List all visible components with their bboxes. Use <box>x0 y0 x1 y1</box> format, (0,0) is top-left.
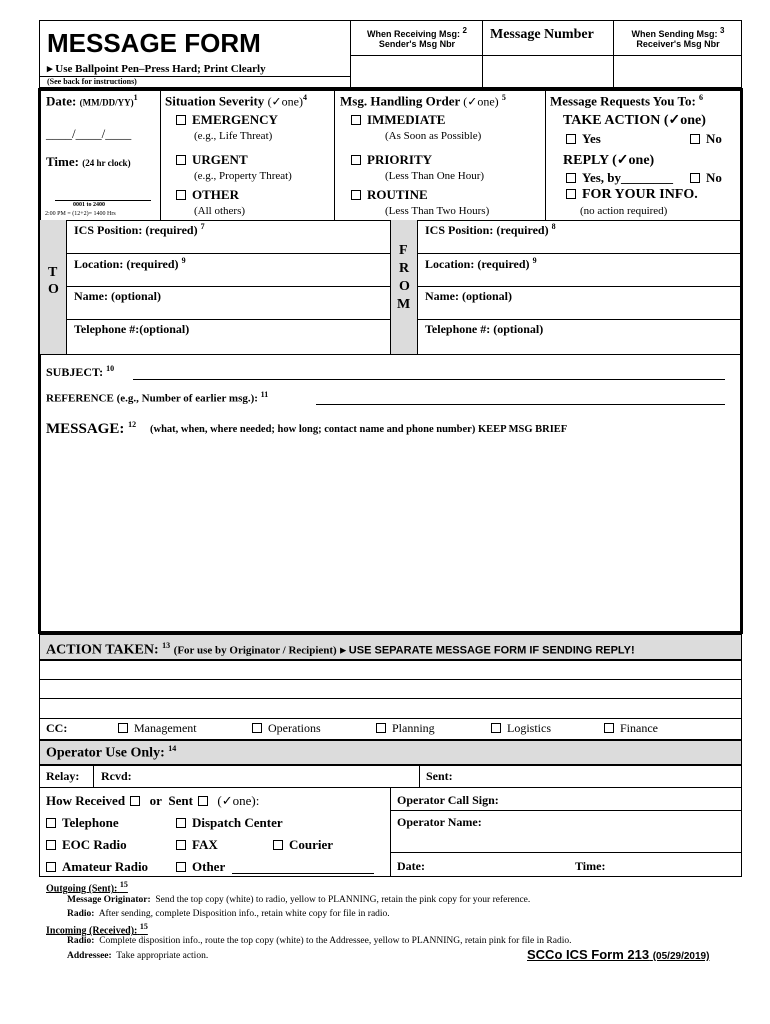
operator-time-field[interactable]: Time: <box>575 859 606 873</box>
incoming-heading: Incoming (Received): $^{15}$ <box>46 922 148 937</box>
checkbox-icon <box>273 840 283 850</box>
instructions-text: ▸ Use Ballpoint Pen–Press Hard; Print Clearly <box>47 63 266 75</box>
rcvd-field[interactable]: Rcvd: <box>101 769 132 783</box>
checkbox-icon <box>46 840 56 850</box>
date-label: Date: $(MM/DD/YY)^1$ <box>46 93 138 109</box>
take-action-no-checkbox[interactable]: No <box>690 131 722 147</box>
sent-checkbox[interactable] <box>198 796 208 806</box>
checkbox-icon <box>176 115 186 125</box>
checkbox-icon <box>176 190 186 200</box>
from-side-letter-o: O <box>399 279 410 294</box>
method-dispatch-checkbox[interactable]: Dispatch Center <box>176 815 283 831</box>
to-side-letter-t: T <box>48 265 58 280</box>
handling-label: Msg. Handling Order (✓one) $^5$ <box>340 93 506 109</box>
message-number-field[interactable] <box>483 50 613 88</box>
severity-emergency-checkbox[interactable]: EMERGENCY <box>176 112 278 128</box>
checkbox-icon <box>46 818 56 828</box>
receiving-label: When Receiving Msg: $^2$ Sender's Msg Nbr <box>367 26 467 49</box>
checkbox-icon <box>566 189 576 199</box>
time-field[interactable] <box>55 200 151 201</box>
from-side-letter-r: R <box>399 261 410 276</box>
addressee-instruction: Addressee: Take appropriate action. <box>67 951 209 961</box>
take-action-label: TAKE ACTION (✓one) <box>563 113 706 128</box>
severity-urgent-checkbox[interactable]: URGENT <box>176 152 248 168</box>
severity-emergency-hint: (e.g., Life Threat) <box>194 130 273 142</box>
operator-label: Operator Use Only: $^{14}$ <box>46 744 177 761</box>
cc-label: CC: <box>46 721 68 735</box>
time-example: 2:00 PM = (12+2)= 1400 Hrs <box>45 211 116 217</box>
handling-immediate-hint: (As Soon as Possible) <box>385 130 482 142</box>
from-location-field[interactable]: Location: (required) $^9$ <box>425 256 537 271</box>
method-telephone-checkbox[interactable]: Telephone <box>46 815 119 831</box>
time-range: 0001 to 2400 <box>73 202 105 208</box>
checkbox-icon <box>46 862 56 872</box>
handling-routine-hint: (Less Than Two Hours) <box>385 205 490 217</box>
handling-priority-checkbox[interactable]: PRIORITY <box>351 152 432 168</box>
cc-logistics-checkbox[interactable]: Logistics <box>491 721 551 736</box>
severity-other-checkbox[interactable]: OTHER <box>176 187 239 203</box>
checkbox-icon <box>491 723 501 733</box>
method-eoc-radio-checkbox[interactable]: EOC Radio <box>46 837 127 853</box>
method-amateur-radio-checkbox[interactable]: Amateur Radio <box>46 859 148 875</box>
to-telephone-field[interactable]: Telephone #:(optional) <box>74 322 190 336</box>
receiver-msg-nbr-field[interactable] <box>614 56 742 88</box>
checkbox-icon <box>566 134 576 144</box>
how-received-row: How Received or Sent (✓one): <box>46 793 260 808</box>
message-hint: (what, when, where needed; how long; contact name and phone number) KEEP MSG BRIEF <box>150 424 568 435</box>
reply-yes-checkbox[interactable]: Yes, by________ <box>566 170 673 186</box>
requests-label: Message Requests You To: $^6$ <box>550 93 704 109</box>
from-side-letter-m: M <box>397 297 411 312</box>
checkbox-icon <box>176 155 186 165</box>
checkbox-icon <box>690 173 700 183</box>
for-info-checkbox[interactable]: FOR YOUR INFO. <box>566 187 698 203</box>
subject-label: SUBJECT: $^{10}$ <box>46 364 115 379</box>
reply-no-checkbox[interactable]: No <box>690 170 722 186</box>
from-ics-position-field[interactable]: ICS Position: (required) $^8$ <box>425 222 556 237</box>
checkbox-icon <box>376 723 386 733</box>
time-label: Time: (24 hr clock) <box>46 154 131 169</box>
sending-label: When Sending Msg: $^3$ Receiver's Msg Nbr <box>631 26 725 49</box>
form-title: MESSAGE FORM <box>47 28 261 58</box>
received-checkbox[interactable] <box>130 796 140 806</box>
from-name-field[interactable]: Name: (optional) <box>425 289 512 303</box>
checkbox-icon <box>690 134 700 144</box>
no-action-hint: (no action required) <box>580 205 668 217</box>
cc-planning-checkbox[interactable]: Planning <box>376 721 435 736</box>
checkbox-icon <box>604 723 614 733</box>
method-courier-checkbox[interactable]: Courier <box>273 837 333 853</box>
checkbox-icon <box>252 723 262 733</box>
checkbox-icon <box>351 115 361 125</box>
from-side-letter-f: F <box>399 243 408 258</box>
sender-msg-nbr-field[interactable] <box>350 55 483 88</box>
message-label: MESSAGE: $^{12}$ <box>46 420 137 437</box>
checkbox-icon <box>118 723 128 733</box>
checkbox-icon <box>351 155 361 165</box>
checkbox-icon <box>176 818 186 828</box>
cc-finance-checkbox[interactable]: Finance <box>604 721 658 736</box>
method-fax-checkbox[interactable]: FAX <box>176 837 218 853</box>
reply-label: REPLY (✓one) <box>563 153 655 168</box>
see-back-text: (See back for instructions) <box>47 77 137 86</box>
handling-immediate-checkbox[interactable]: IMMEDIATE <box>351 112 445 128</box>
outgoing-heading: Outgoing (Sent): $^{15}$ <box>46 880 128 895</box>
to-side-letter-o: O <box>48 282 59 297</box>
sent-field[interactable]: Sent: <box>426 769 453 783</box>
message-body-field[interactable] <box>44 442 738 628</box>
checkbox-icon <box>566 173 576 183</box>
severity-label: Situation Severity (✓one)$^4$ <box>165 93 307 109</box>
reference-label: REFERENCE (e.g., Number of earlier msg.): $^{11}$ <box>46 390 269 405</box>
handling-priority-hint: (Less Than One Hour) <box>385 170 485 182</box>
method-other-field[interactable] <box>232 873 374 874</box>
operator-date-field[interactable]: Date: <box>397 859 425 873</box>
operator-name-field[interactable]: Operator Name: <box>397 815 482 829</box>
method-other-checkbox[interactable]: Other <box>176 859 225 875</box>
severity-urgent-hint: (e.g., Property Threat) <box>194 170 292 182</box>
reference-field[interactable] <box>316 404 725 405</box>
action-taken-label: ACTION TAKEN: $^{13}$ (For use by Originator / Recipient) ▸ USE SEPARATE MESSAGE FORM IF SENDING REPLY! <box>46 641 635 658</box>
checkbox-icon <box>351 190 361 200</box>
cc-operations-checkbox[interactable]: Operations <box>252 721 321 736</box>
message-number-label: Message Number <box>490 27 594 42</box>
checkbox-icon <box>176 840 186 850</box>
handling-routine-checkbox[interactable]: ROUTINE <box>351 187 428 203</box>
radio-instruction: Radio: After sending, complete Disposition info., retain white copy for file in radio. <box>67 909 390 919</box>
severity-other-hint: (All others) <box>194 205 246 217</box>
take-action-yes-checkbox[interactable]: Yes <box>566 131 601 147</box>
operator-call-sign-field[interactable]: Operator Call Sign: <box>397 793 499 807</box>
originator-instruction: Message Originator: Send the top copy (white) to radio, yellow to PLANNING, retain the pink copy for your reference. <box>67 895 531 905</box>
form-id: SCCo ICS Form 213 (05/29/2019) <box>527 947 710 962</box>
to-location-field[interactable]: Location: (required) $^9$ <box>74 256 186 271</box>
to-name-field[interactable]: Name: (optional) <box>74 289 161 303</box>
date-field[interactable]: ____/____/____ <box>46 126 132 141</box>
to-ics-position-field[interactable]: ICS Position: (required) $^7$ <box>74 222 205 237</box>
radio-incoming-instruction: Radio: Complete disposition info., route the top copy (white) to the Addressee, yellow to PLANNING, retain pink for file in Radio. <box>67 936 572 946</box>
checkbox-icon <box>176 862 186 872</box>
cc-management-checkbox[interactable]: Management <box>118 721 197 736</box>
relay-field[interactable]: Relay: <box>46 769 80 783</box>
from-telephone-field[interactable]: Telephone #: (optional) <box>425 322 544 336</box>
subject-field[interactable] <box>133 379 725 380</box>
